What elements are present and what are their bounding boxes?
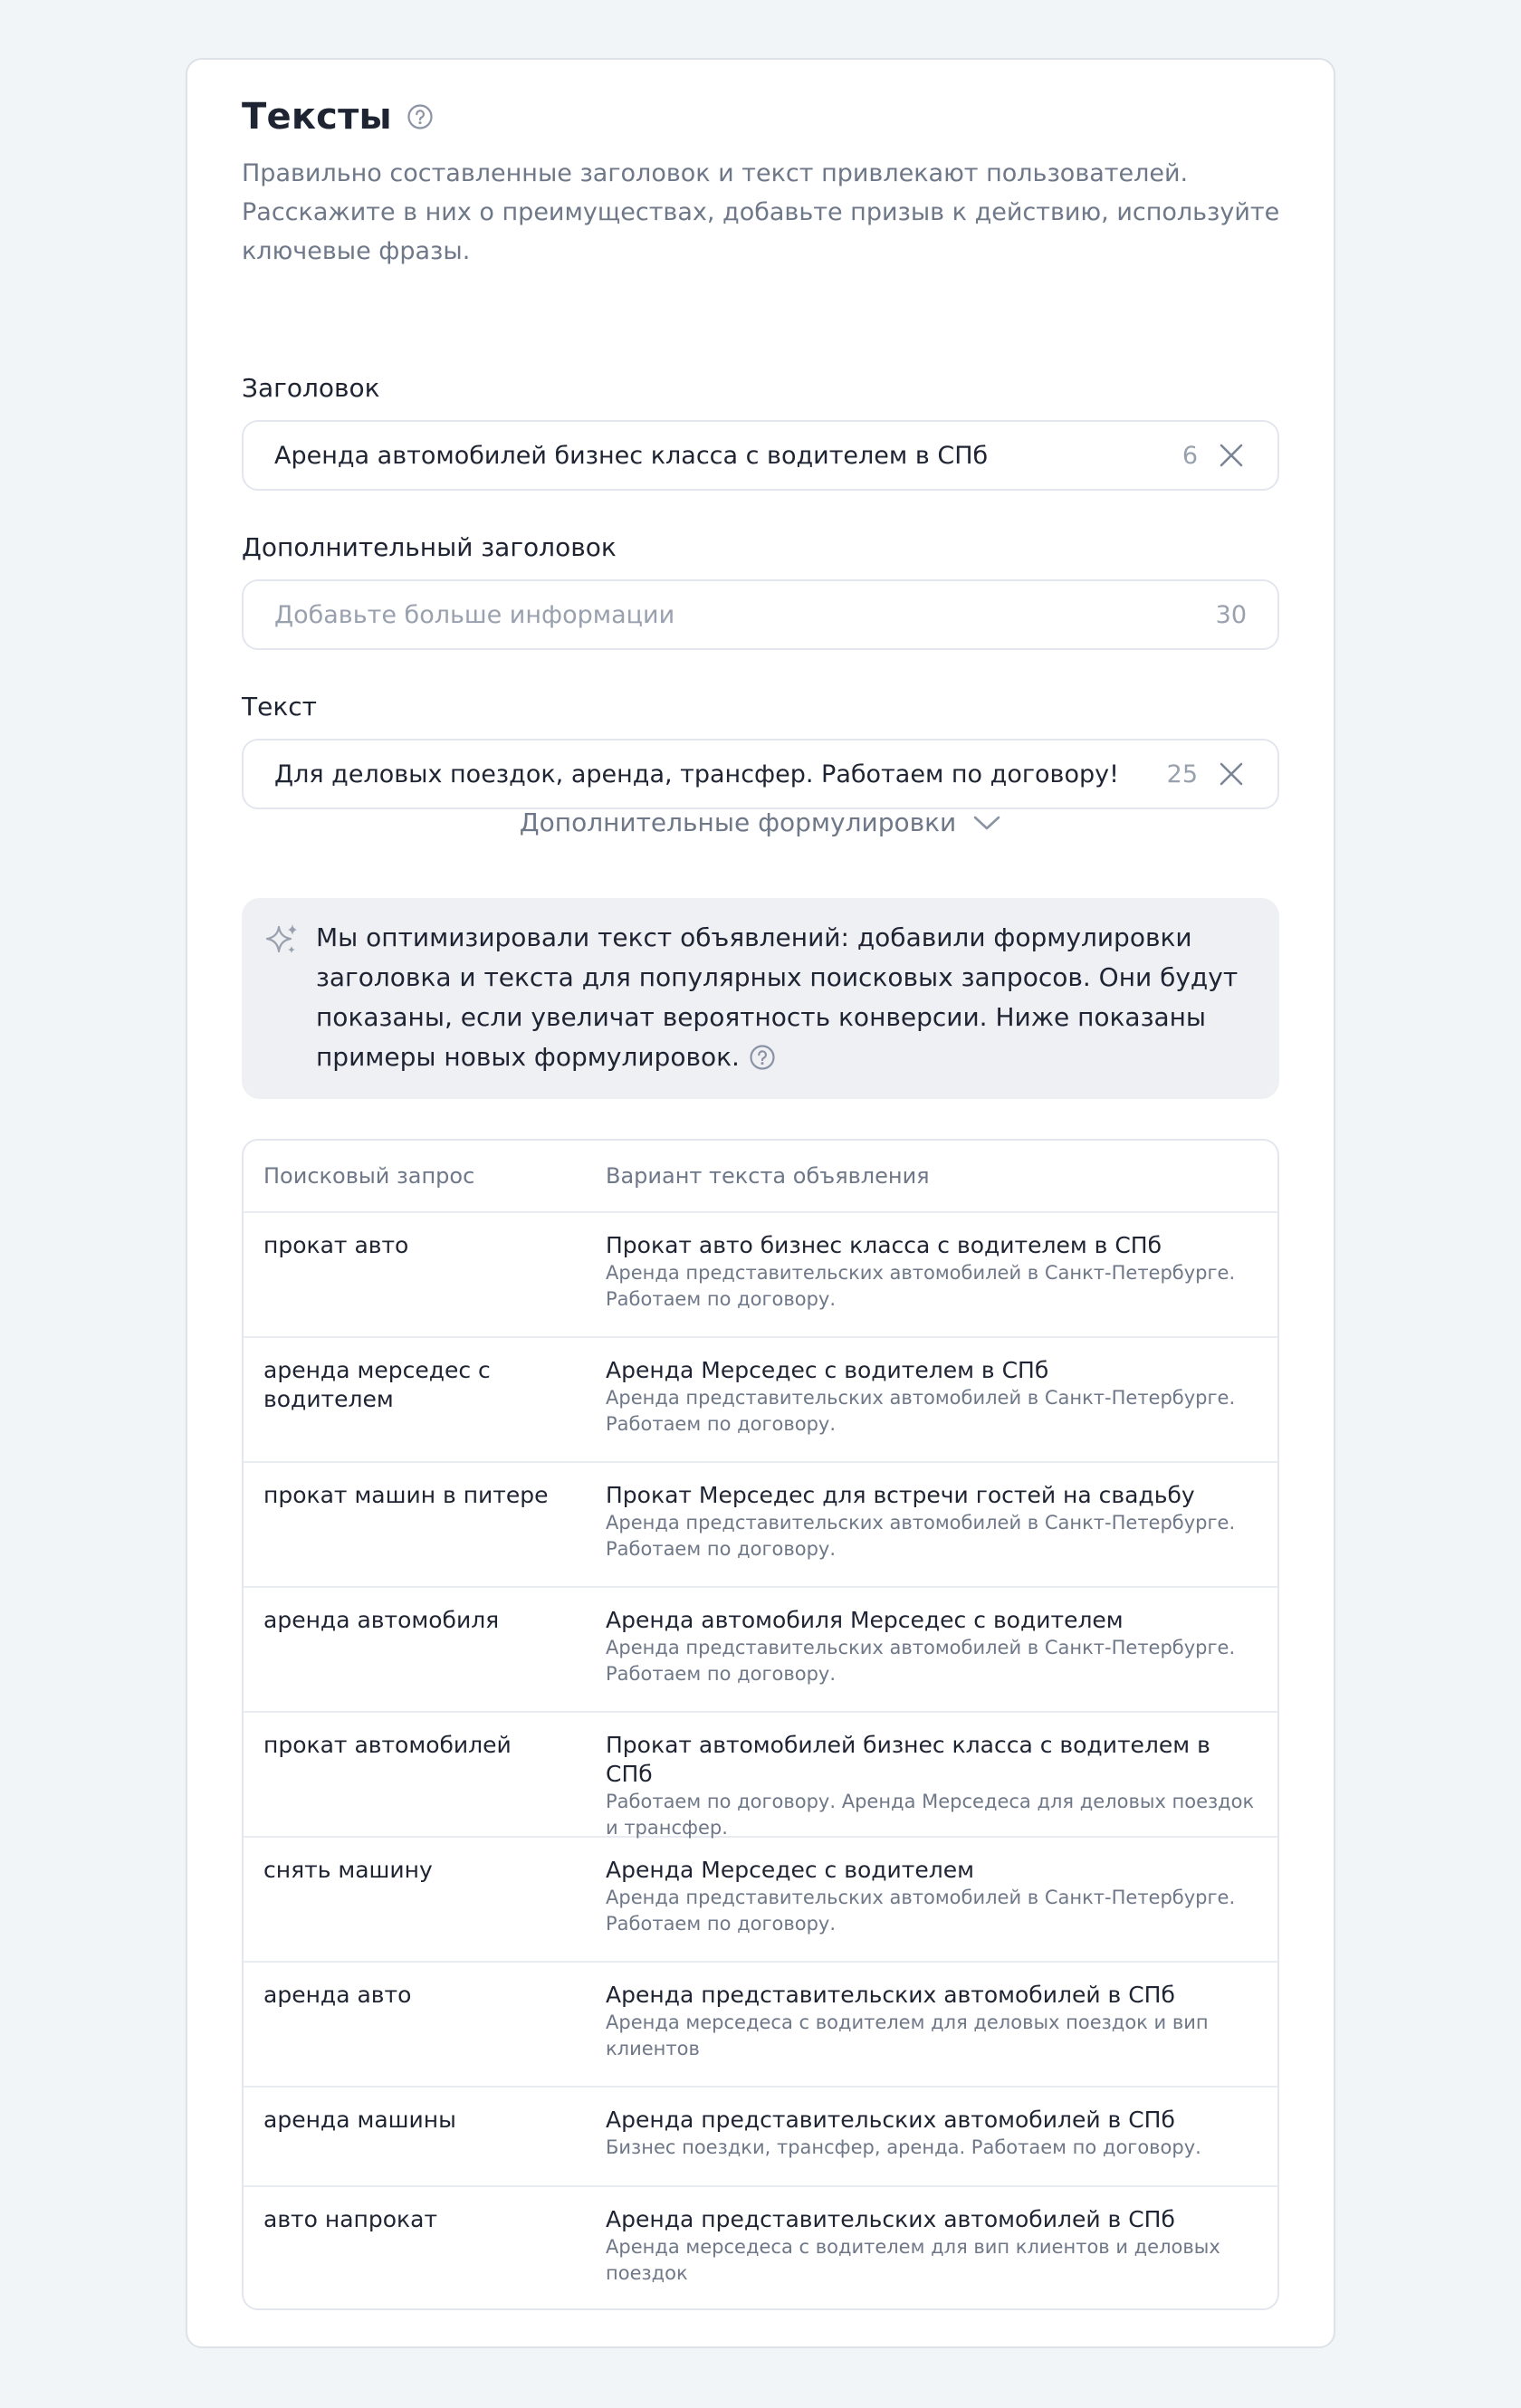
- table-row: [244, 1463, 1277, 1588]
- headline-field[interactable]: [242, 420, 1279, 491]
- ad-variant-cell: [606, 1481, 1277, 1586]
- extra-headline-counter: 30: [1215, 600, 1247, 629]
- ad-variant-cell: [606, 2106, 1277, 2185]
- ad-variant-text: Аренда представительских автомобилей в Санкт-Петербурге. Работаем по договору.: [606, 1512, 1236, 1560]
- ad-variant-text: Аренда представительских автомобилей в Санкт-Петербурге. Работаем по договору.: [606, 1887, 1236, 1935]
- table-row: [244, 2187, 1277, 2310]
- texts-card: [186, 58, 1335, 2348]
- search-query-cell: авто напрокат: [263, 2206, 438, 2232]
- chevron-down-icon: [972, 814, 1001, 832]
- search-query-cell: прокат автомобилей: [263, 1732, 512, 1758]
- examples-table: [242, 1139, 1279, 2310]
- text-field[interactable]: [242, 739, 1279, 809]
- ad-variant-title: Аренда представительских автомобилей в СПб: [606, 2206, 1175, 2232]
- table-row: [244, 1713, 1277, 1838]
- section-header: [242, 96, 434, 138]
- ad-variant-cell: [606, 1981, 1277, 2086]
- notice-text: Мы оптимизировали текст объявлений: добавили формулировки заголовка и текста для популярных поисковых запросов. Они будут показаны, если увеличат вероятность конверсии. Ниже показаны примеры новых формулировок.: [316, 922, 1239, 1072]
- text-counter: 25: [1166, 760, 1198, 788]
- extra-headline-input[interactable]: [274, 601, 1201, 629]
- ad-variant-title: Аренда представительских автомобилей в СПб: [606, 2107, 1175, 2133]
- search-query-cell: аренда авто: [263, 1982, 412, 2008]
- ad-variant-text: Аренда мерседеса с водителем для вип клиентов и деловых поездок: [606, 2236, 1220, 2284]
- ad-variant-title: Аренда автомобиля Мерседес с водителем: [606, 1607, 1124, 1633]
- question-circle-icon[interactable]: [407, 103, 434, 130]
- table-row: [244, 1213, 1277, 1338]
- search-query-cell: прокат авто: [263, 1232, 409, 1258]
- section-description: Правильно составленные заголовок и текст привлекают пользователей. Расскажите в них о преимуществах, добавьте призыв к действию, используйте ключевые фразы.: [242, 159, 1280, 265]
- ad-variant-cell: [606, 2205, 1277, 2310]
- ad-variant-cell: [606, 1856, 1277, 1961]
- ad-variant-cell: [606, 1231, 1277, 1336]
- section-title: Тексты: [242, 96, 392, 138]
- table-row: [244, 1588, 1277, 1713]
- ad-variant-text: Аренда представительских автомобилей в Санкт-Петербурге. Работаем по договору.: [606, 1387, 1236, 1435]
- text-label: Текст: [242, 692, 317, 721]
- table-row: [244, 1838, 1277, 1963]
- more-formulations-button[interactable]: [242, 807, 1279, 837]
- sparkle-icon: [263, 922, 301, 960]
- ad-variant-title: Аренда Мерседес с водителем: [606, 1857, 974, 1883]
- search-query-cell: аренда автомобиля: [263, 1607, 500, 1633]
- ad-variant-title: Прокат автомобилей бизнес класса с водителем в СПб: [606, 1732, 1210, 1787]
- ad-variant-text: Работаем по договору. Аренда Мерседеса для деловых поездок и трансфер.: [606, 1791, 1255, 1839]
- ad-variant-text: Аренда представительских автомобилей в Санкт-Петербурге. Работаем по договору.: [606, 1262, 1236, 1310]
- search-query-cell: прокат машин в питере: [263, 1482, 549, 1508]
- search-query-cell: аренда мерседес с водителем: [263, 1357, 491, 1412]
- ad-variant-text: Аренда мерседеса с водителем для деловых поездок и вип клиентов: [606, 2011, 1209, 2059]
- search-query-cell: снять машину: [263, 1857, 433, 1883]
- ad-variant-title: Прокат Мерседес для встречи гостей на свадьбу: [606, 1482, 1195, 1508]
- headline-counter: 6: [1181, 441, 1198, 470]
- more-formulations-label: Дополнительные формулировки: [519, 807, 957, 837]
- extra-headline-field[interactable]: [242, 579, 1279, 650]
- ad-variant-cell: [606, 1731, 1277, 1839]
- table-body: [244, 1213, 1277, 2310]
- table-row: [244, 2088, 1277, 2187]
- search-query-cell: аренда машины: [263, 2107, 456, 2133]
- column-header-variant: Вариант текста объявления: [606, 1163, 930, 1189]
- ad-variant-cell: [606, 1356, 1277, 1461]
- table-row: [244, 1963, 1277, 2088]
- ad-variant-cell: [606, 1606, 1277, 1711]
- headline-input[interactable]: [274, 442, 1168, 470]
- table-header: [244, 1141, 1277, 1213]
- ad-variant-text: Бизнес поездки, трансфер, аренда. Работаем по договору.: [606, 2136, 1201, 2158]
- table-row: [244, 1338, 1277, 1463]
- optimization-notice: [242, 898, 1279, 1099]
- ad-variant-text: Аренда представительских автомобилей в Санкт-Петербурге. Работаем по договору.: [606, 1637, 1236, 1685]
- extra-headline-label: Дополнительный заголовок: [242, 532, 617, 562]
- text-input[interactable]: [274, 760, 1153, 788]
- ad-variant-title: Аренда представительских автомобилей в СПб: [606, 1982, 1175, 2008]
- ad-variant-title: Аренда Мерседес с водителем в СПб: [606, 1357, 1049, 1383]
- headline-label: Заголовок: [242, 373, 380, 403]
- close-icon[interactable]: [1216, 759, 1247, 789]
- close-icon[interactable]: [1216, 440, 1247, 471]
- question-circle-icon[interactable]: [749, 1043, 776, 1070]
- column-header-query: Поисковый запрос: [263, 1163, 475, 1189]
- ad-variant-title: Прокат авто бизнес класса с водителем в СПб: [606, 1232, 1162, 1258]
